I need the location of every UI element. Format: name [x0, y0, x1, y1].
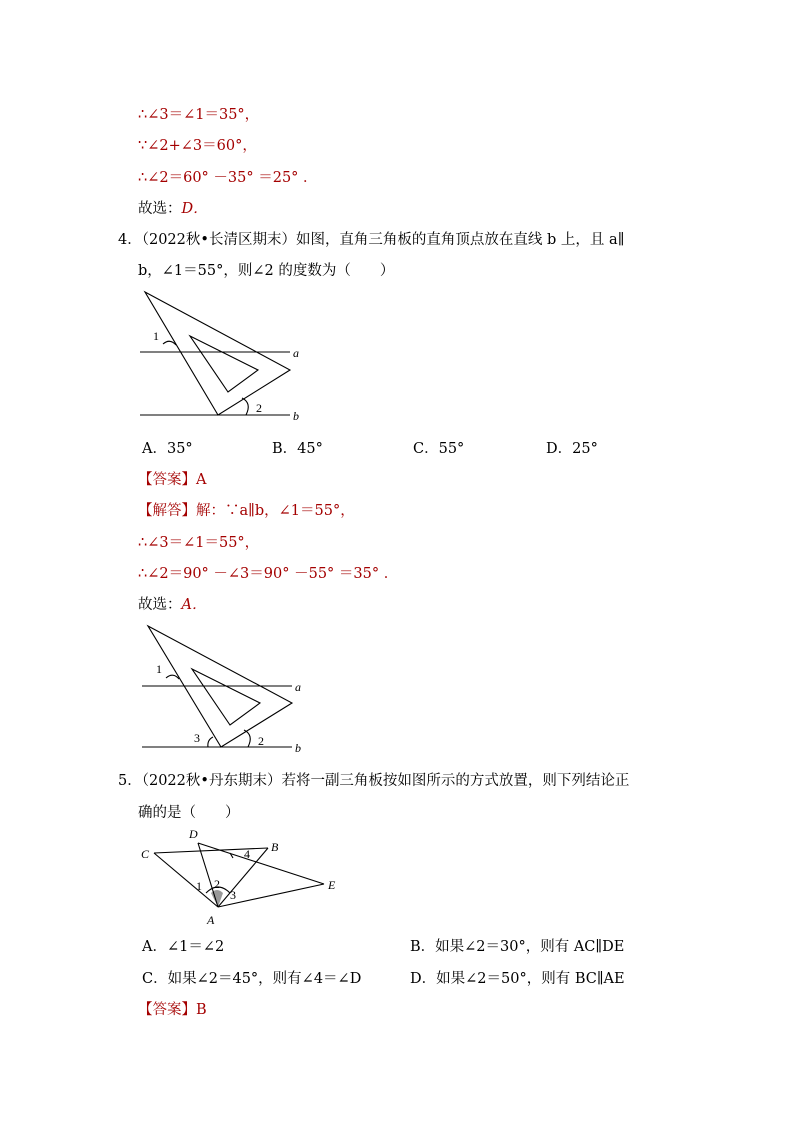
q4-solution-tag: 【解答】: [138, 503, 196, 519]
q5-option-d-text: 如果∠2＝50°，则有 BC∥AE: [436, 971, 625, 987]
q5-stem-text-1: （2022秋•丹东期末）若将一副三角板按如图所示的方式放置，则下列结论正: [141, 773, 630, 789]
prev-choice-value: D．: [181, 201, 208, 217]
q5-number: 5．: [118, 773, 142, 789]
q4-number: 4．: [118, 232, 142, 248]
q5-fig-segment-ca: [154, 853, 218, 907]
q4-fig1-label-b: b: [293, 409, 299, 423]
prev-solution-line-2: ∵∠2+∠3＝60°，: [138, 138, 257, 154]
q5-option-a-letter: A．: [142, 939, 167, 955]
q4-fig2-label-a: a: [295, 680, 301, 694]
q4-fig2-label-1: 1: [156, 662, 162, 676]
q4-fig2-label-3: 3: [194, 731, 200, 745]
q4-stem-line-2: b，∠1＝55°，则∠2 的度数为（ ）: [138, 263, 395, 279]
q5-fig-label-d: D: [189, 827, 198, 841]
q5-fig-label-4: 4: [244, 847, 250, 861]
q4-fig1-label-2: 2: [256, 401, 262, 415]
q4-option-a-letter: A．: [142, 441, 167, 457]
q5-fig-label-e: E: [328, 878, 336, 892]
q5-option-c-letter: C．: [142, 971, 168, 987]
q4-solution-line-2: ∴∠3＝∠1＝55°，: [138, 535, 260, 551]
q4-option-b-text: 45°: [297, 441, 323, 457]
q4-choice-prefix: 故选：: [138, 597, 182, 613]
q5-option-d-letter: D．: [410, 971, 437, 987]
q4-option-c-text: 55°: [438, 441, 465, 457]
q4-choice-value: A．: [181, 597, 207, 613]
q5-fig-label-3: 3: [230, 888, 236, 902]
q4-option-d-letter: D．: [546, 441, 573, 457]
q4-option-b-letter: B．: [272, 441, 298, 457]
q5-fig-label-2: 2: [214, 877, 220, 891]
q5-option-a-text: ∠1＝∠2: [166, 939, 225, 955]
q5-stem-line-2: 确的是（ ）: [138, 805, 240, 821]
q5-option-c[interactable]: [142, 967, 361, 988]
q5-option-a[interactable]: [142, 935, 224, 956]
q4-option-c-letter: C．: [413, 441, 439, 457]
q4-fig1-label-1: 1: [153, 329, 159, 343]
q5-fig-label-b: B: [271, 840, 279, 854]
q5-option-c-text: 如果∠2＝45°，则有∠4＝∠D: [167, 971, 362, 987]
q5-answer-value: B: [196, 1002, 207, 1018]
prev-solution-line-3: ∴∠2＝60° －35° ＝25° ．: [138, 170, 318, 186]
q5-fig-label-a: A: [207, 913, 215, 927]
q5-fig-segment-cb: [154, 848, 268, 853]
q4-fig2-label-b: b: [295, 741, 301, 755]
q5-fig-label-1: 1: [196, 879, 202, 893]
q4-answer-value: A: [196, 472, 207, 488]
prev-choice-prefix: 故选：: [138, 201, 182, 217]
q5-option-b-letter: B．: [410, 939, 436, 955]
q5-answer: [138, 998, 207, 1019]
q4-fig2-label-2: 2: [258, 734, 264, 748]
q5-option-d[interactable]: [410, 967, 625, 988]
prev-solution-line-1: ∴∠3＝∠1＝35°，: [138, 107, 260, 123]
q4-solution-line-3: ∴∠2＝90° －∠3＝90° －55° ＝35° ．: [138, 566, 399, 582]
q5-fig-segment-da: [198, 843, 218, 907]
q4-solution-line-1: 解：∵a∥b，∠1＝55°，: [196, 503, 355, 519]
q5-answer-tag: 【答案】: [138, 1002, 196, 1018]
q4-fig1-label-a: a: [293, 346, 299, 360]
q4-stem-text-1: （2022秋•长清区期末）如图，直角三角板的直角顶点放在直线 b 上，且 a∥: [141, 232, 625, 248]
q4-option-a-text: 35°: [166, 441, 193, 457]
q5-option-b[interactable]: [410, 935, 624, 956]
q5-option-b-text: 如果∠2＝30°，则有 AC∥DE: [435, 939, 625, 955]
q5-fig-label-c: C: [141, 847, 150, 861]
q4-answer-tag: 【答案】: [138, 472, 196, 488]
q4-option-d-text: 25°: [572, 441, 598, 457]
